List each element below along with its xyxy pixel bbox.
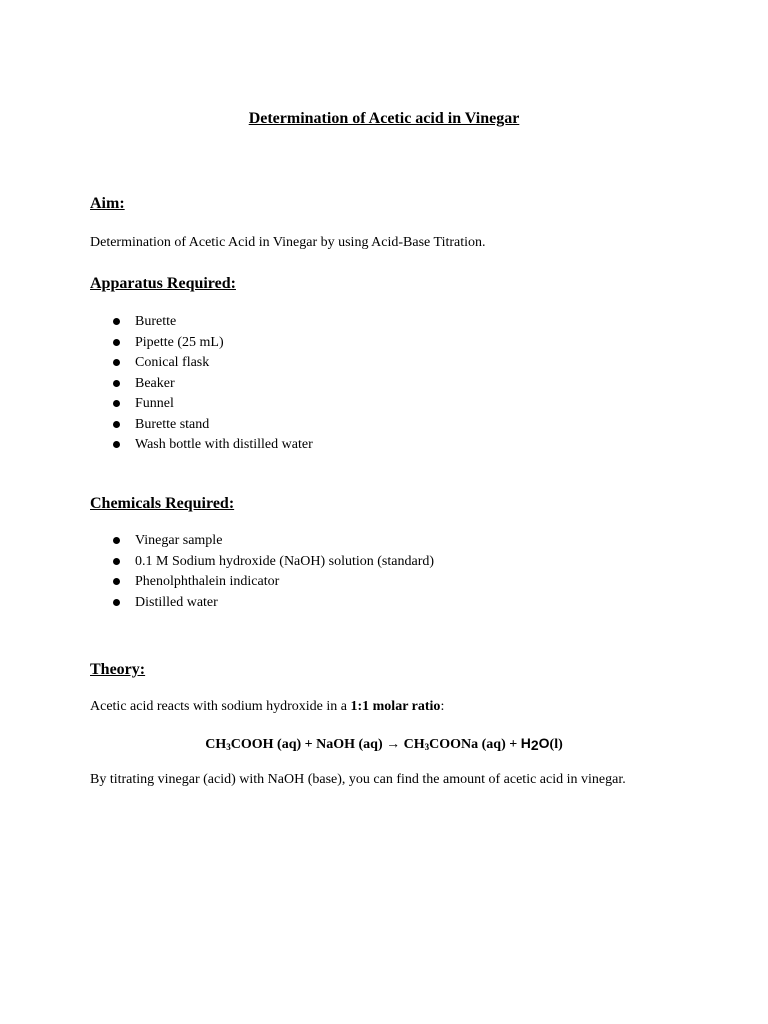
list-item: Burette stand	[108, 416, 313, 437]
list-item: Burette	[108, 313, 313, 334]
bullet-icon	[113, 421, 120, 428]
molar-ratio-emphasis: 1:1 molar ratio	[350, 699, 441, 714]
bullet-icon	[113, 400, 120, 407]
bullet-icon	[113, 578, 120, 585]
list-item: Vinegar sample	[108, 532, 434, 553]
bullet-icon	[113, 339, 120, 346]
list-item: Distilled water	[108, 594, 434, 615]
document-title: Determination of Acetic acid in Vinegar	[248, 110, 520, 127]
apparatus-list	[108, 313, 313, 457]
bullet-icon	[113, 359, 120, 366]
theory-heading: Theory:	[90, 661, 146, 678]
list-item: Conical flask	[108, 354, 313, 375]
bullet-icon	[113, 318, 120, 325]
bullet-icon	[113, 558, 120, 565]
bullet-icon	[113, 441, 120, 448]
chemicals-list	[108, 532, 434, 614]
list-item: Wash bottle with distilled water	[108, 436, 313, 457]
bullet-icon	[113, 537, 120, 544]
chemicals-heading: Chemicals Required:	[90, 495, 235, 512]
reaction-equation: $CH_3COOH$ (aq) + NaOH $(aq) \to CH_3COONa$ $(aq) + H_2O(l)$	[205, 735, 563, 753]
apparatus-heading: Apparatus Required:	[90, 275, 236, 292]
list-item: Funnel	[108, 395, 313, 416]
list-item: 0.1 M Sodium hydroxide (NaOH) solution (standard)	[108, 553, 434, 574]
list-item: Beaker	[108, 375, 313, 396]
theory-intro: Acetic acid reacts with sodium hydroxide in a 1:1 molar ratio:	[90, 699, 445, 714]
bullet-icon	[113, 599, 120, 606]
bullet-icon	[113, 380, 120, 387]
list-item: Pipette (25 mL)	[108, 334, 313, 355]
theory-conclusion: By titrating vinegar (acid) with NaOH (base), you can find the amount of acetic acid in vinegar.	[90, 772, 626, 787]
list-item: Phenolphthalein indicator	[108, 573, 434, 594]
aim-heading: Aim:	[90, 195, 125, 212]
aim-text: Determination of Acetic Acid in Vinegar by using Acid-Base Titration.	[90, 235, 486, 250]
